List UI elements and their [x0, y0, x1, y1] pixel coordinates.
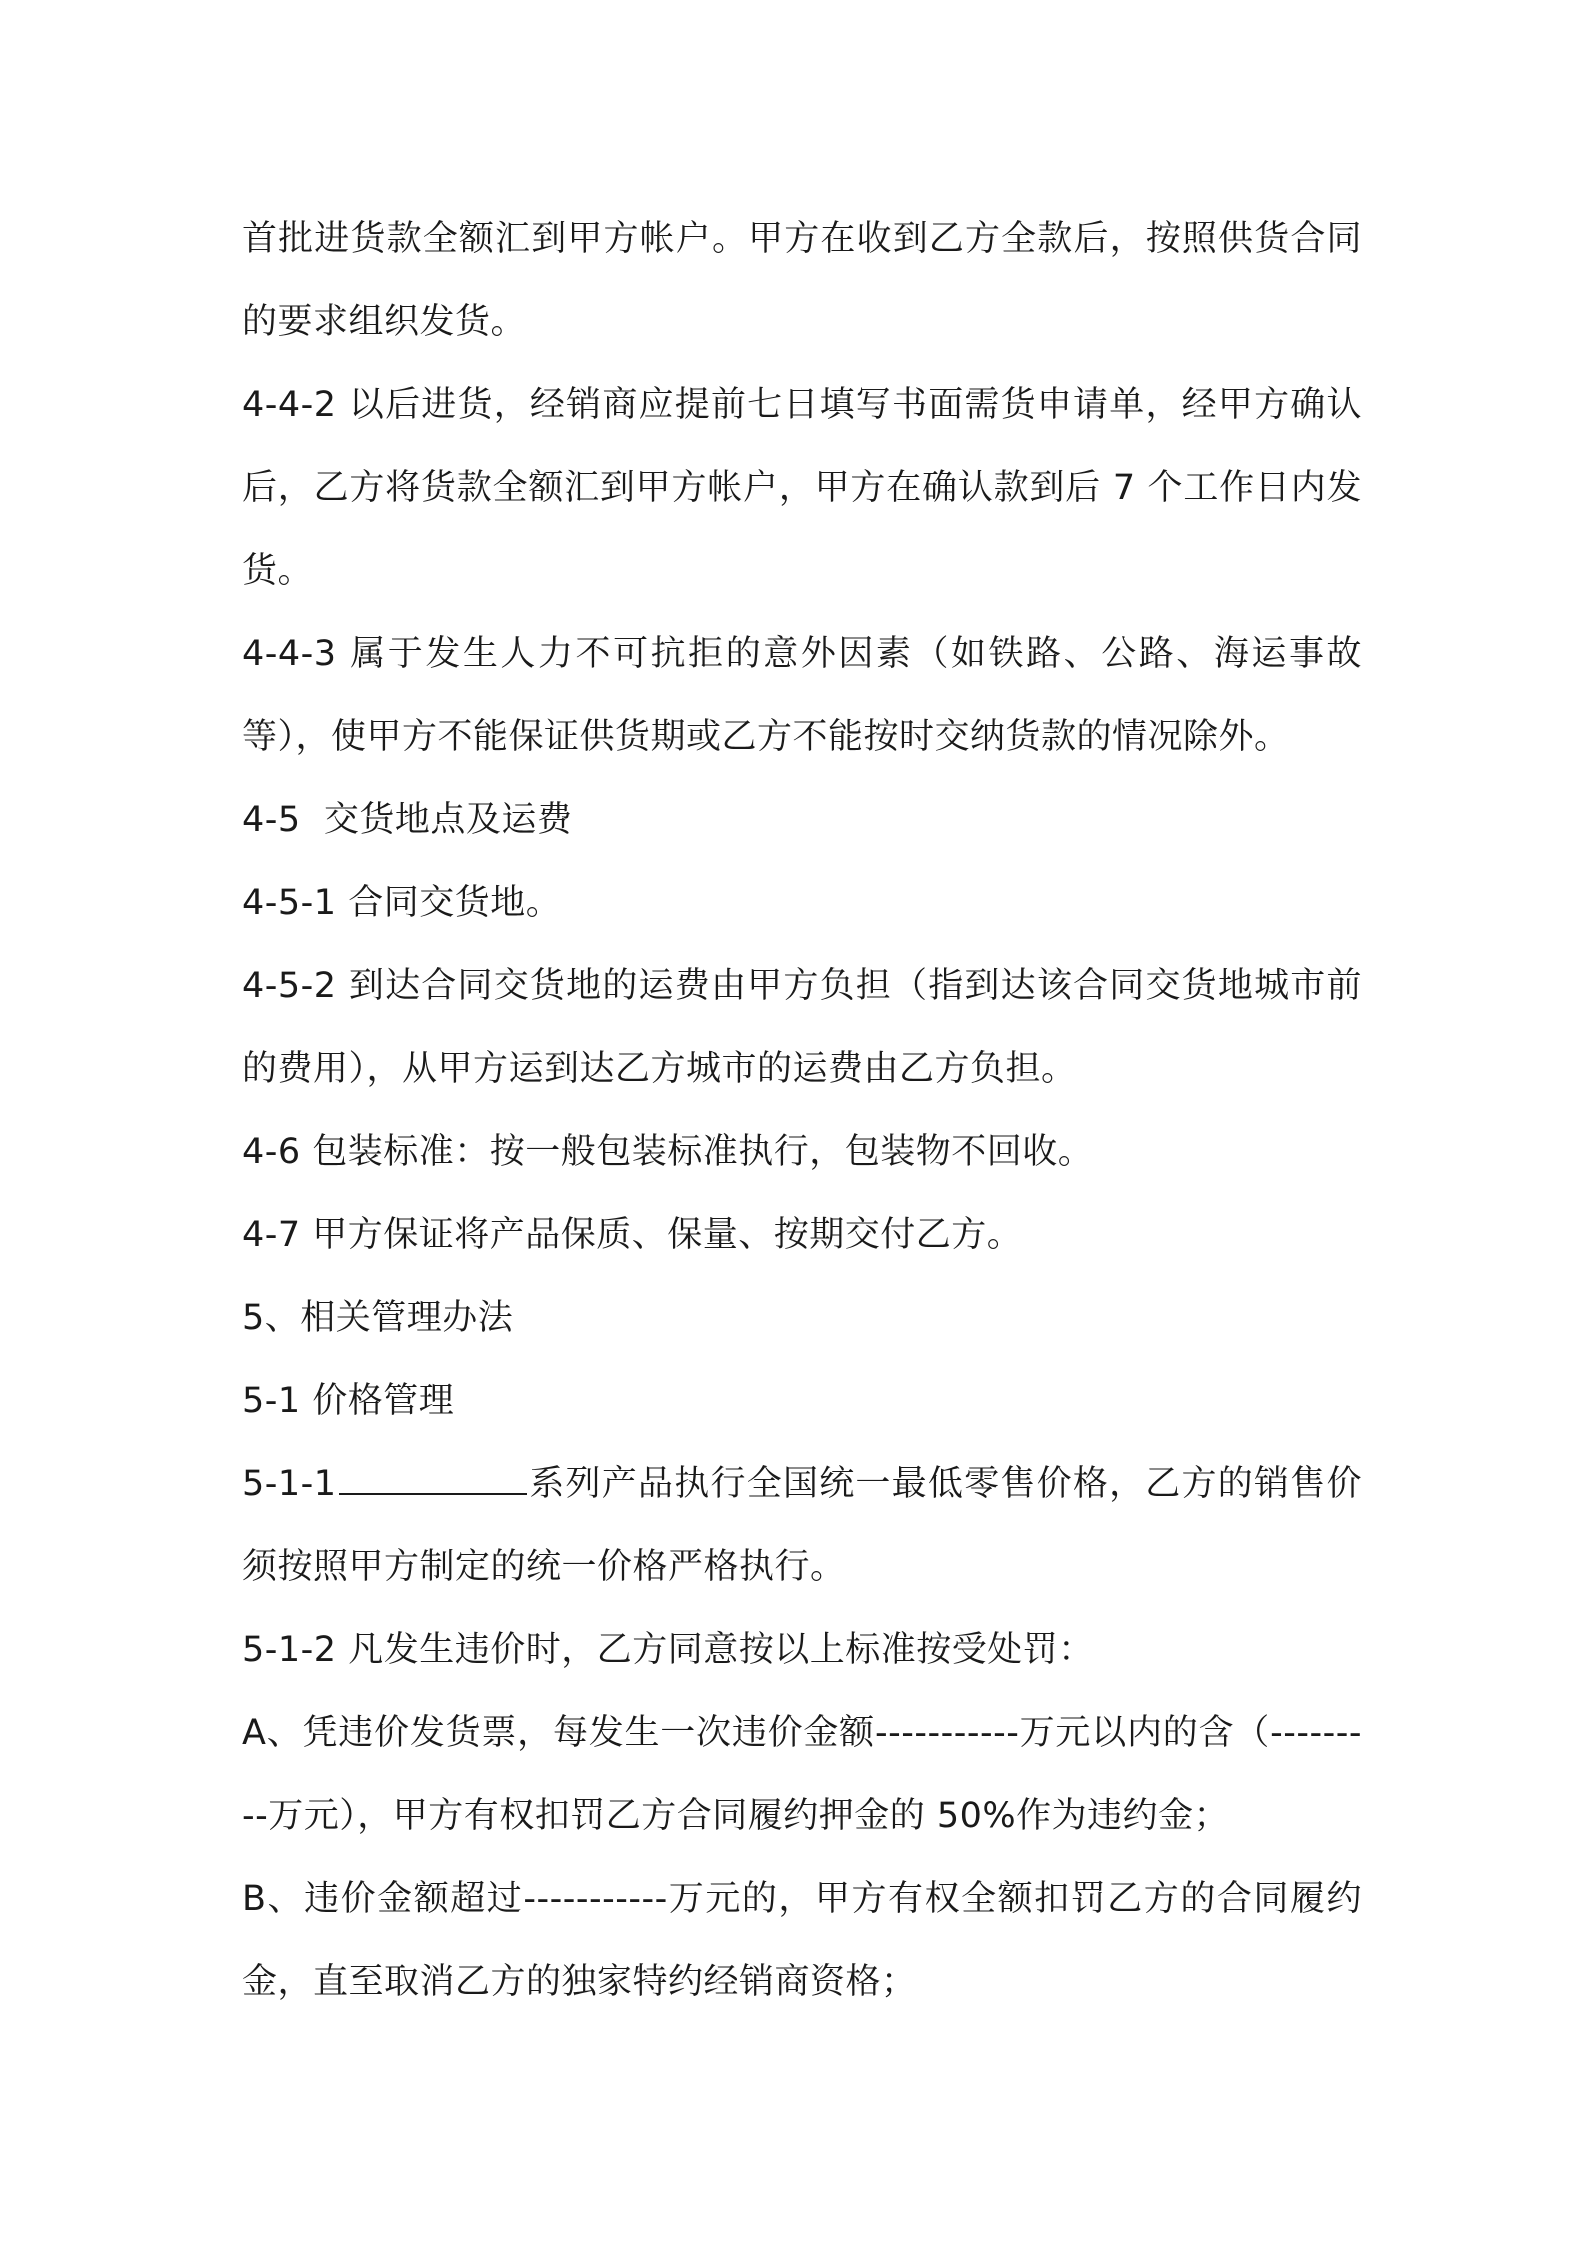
paragraph: 4-5-2 到达合同交货地的运费由甲方负担（指到达该合同交货地城市前的费用），从甲方运到达乙方城市的运费由乙方负担。: [242, 966, 1362, 1089]
section-heading: 4-5 交货地点及运费: [242, 800, 573, 840]
paragraph: 5-1-2 凡发生违价时，乙方同意按以上标准按受处罚：: [242, 1630, 1094, 1670]
paragraph: 4-6 包装标准：按一般包装标准执行，包装物不回收。: [242, 1132, 1094, 1172]
fill-in-blank: [339, 1463, 527, 1495]
paragraph: 4-5-1 合同交货地。: [242, 883, 562, 923]
paragraph: B、违价金额超过-----------万元的，甲方有权全额扣罚乙方的合同履约金，直至取消乙方的独家特约经销商资格；: [242, 1879, 1362, 2002]
document-body: [242, 198, 1362, 2024]
paragraph-with-blank: [242, 1443, 1362, 1609]
section-heading: 5、相关管理办法: [242, 1298, 514, 1338]
paragraph: 4-4-3 属于发生人力不可抗拒的意外因素（如铁路、公路、海运事故等），使甲方不能保证供货期或乙方不能按时交纳货款的情况除外。: [242, 634, 1362, 757]
paragraph: A、凭违价发货票，每发生一次违价金额-----------万元以内的含（---------万元），甲方有权扣罚乙方合同履约押金的 50%作为违约金；: [242, 1713, 1362, 1836]
paragraph: 4-4-2 以后进货，经销商应提前七日填写书面需货申请单，经甲方确认后，乙方将货款全额汇到甲方帐户，甲方在确认款到后 7 个工作日内发货。: [242, 385, 1362, 591]
clause-number: 5-1-1: [242, 1464, 337, 1504]
paragraph: 首批进货款全额汇到甲方帐户。甲方在收到乙方全款后，按照供货合同的要求组织发货。: [242, 219, 1362, 342]
subsection-heading: 5-1 价格管理: [242, 1381, 455, 1421]
clause-text: 系列产品执行全国统一最低零售价格，乙方的销售价须按照甲方制定的统一价格严格执行。: [242, 1464, 1362, 1587]
paragraph: 4-7 甲方保证将产品保质、保量、按期交付乙方。: [242, 1215, 1023, 1255]
